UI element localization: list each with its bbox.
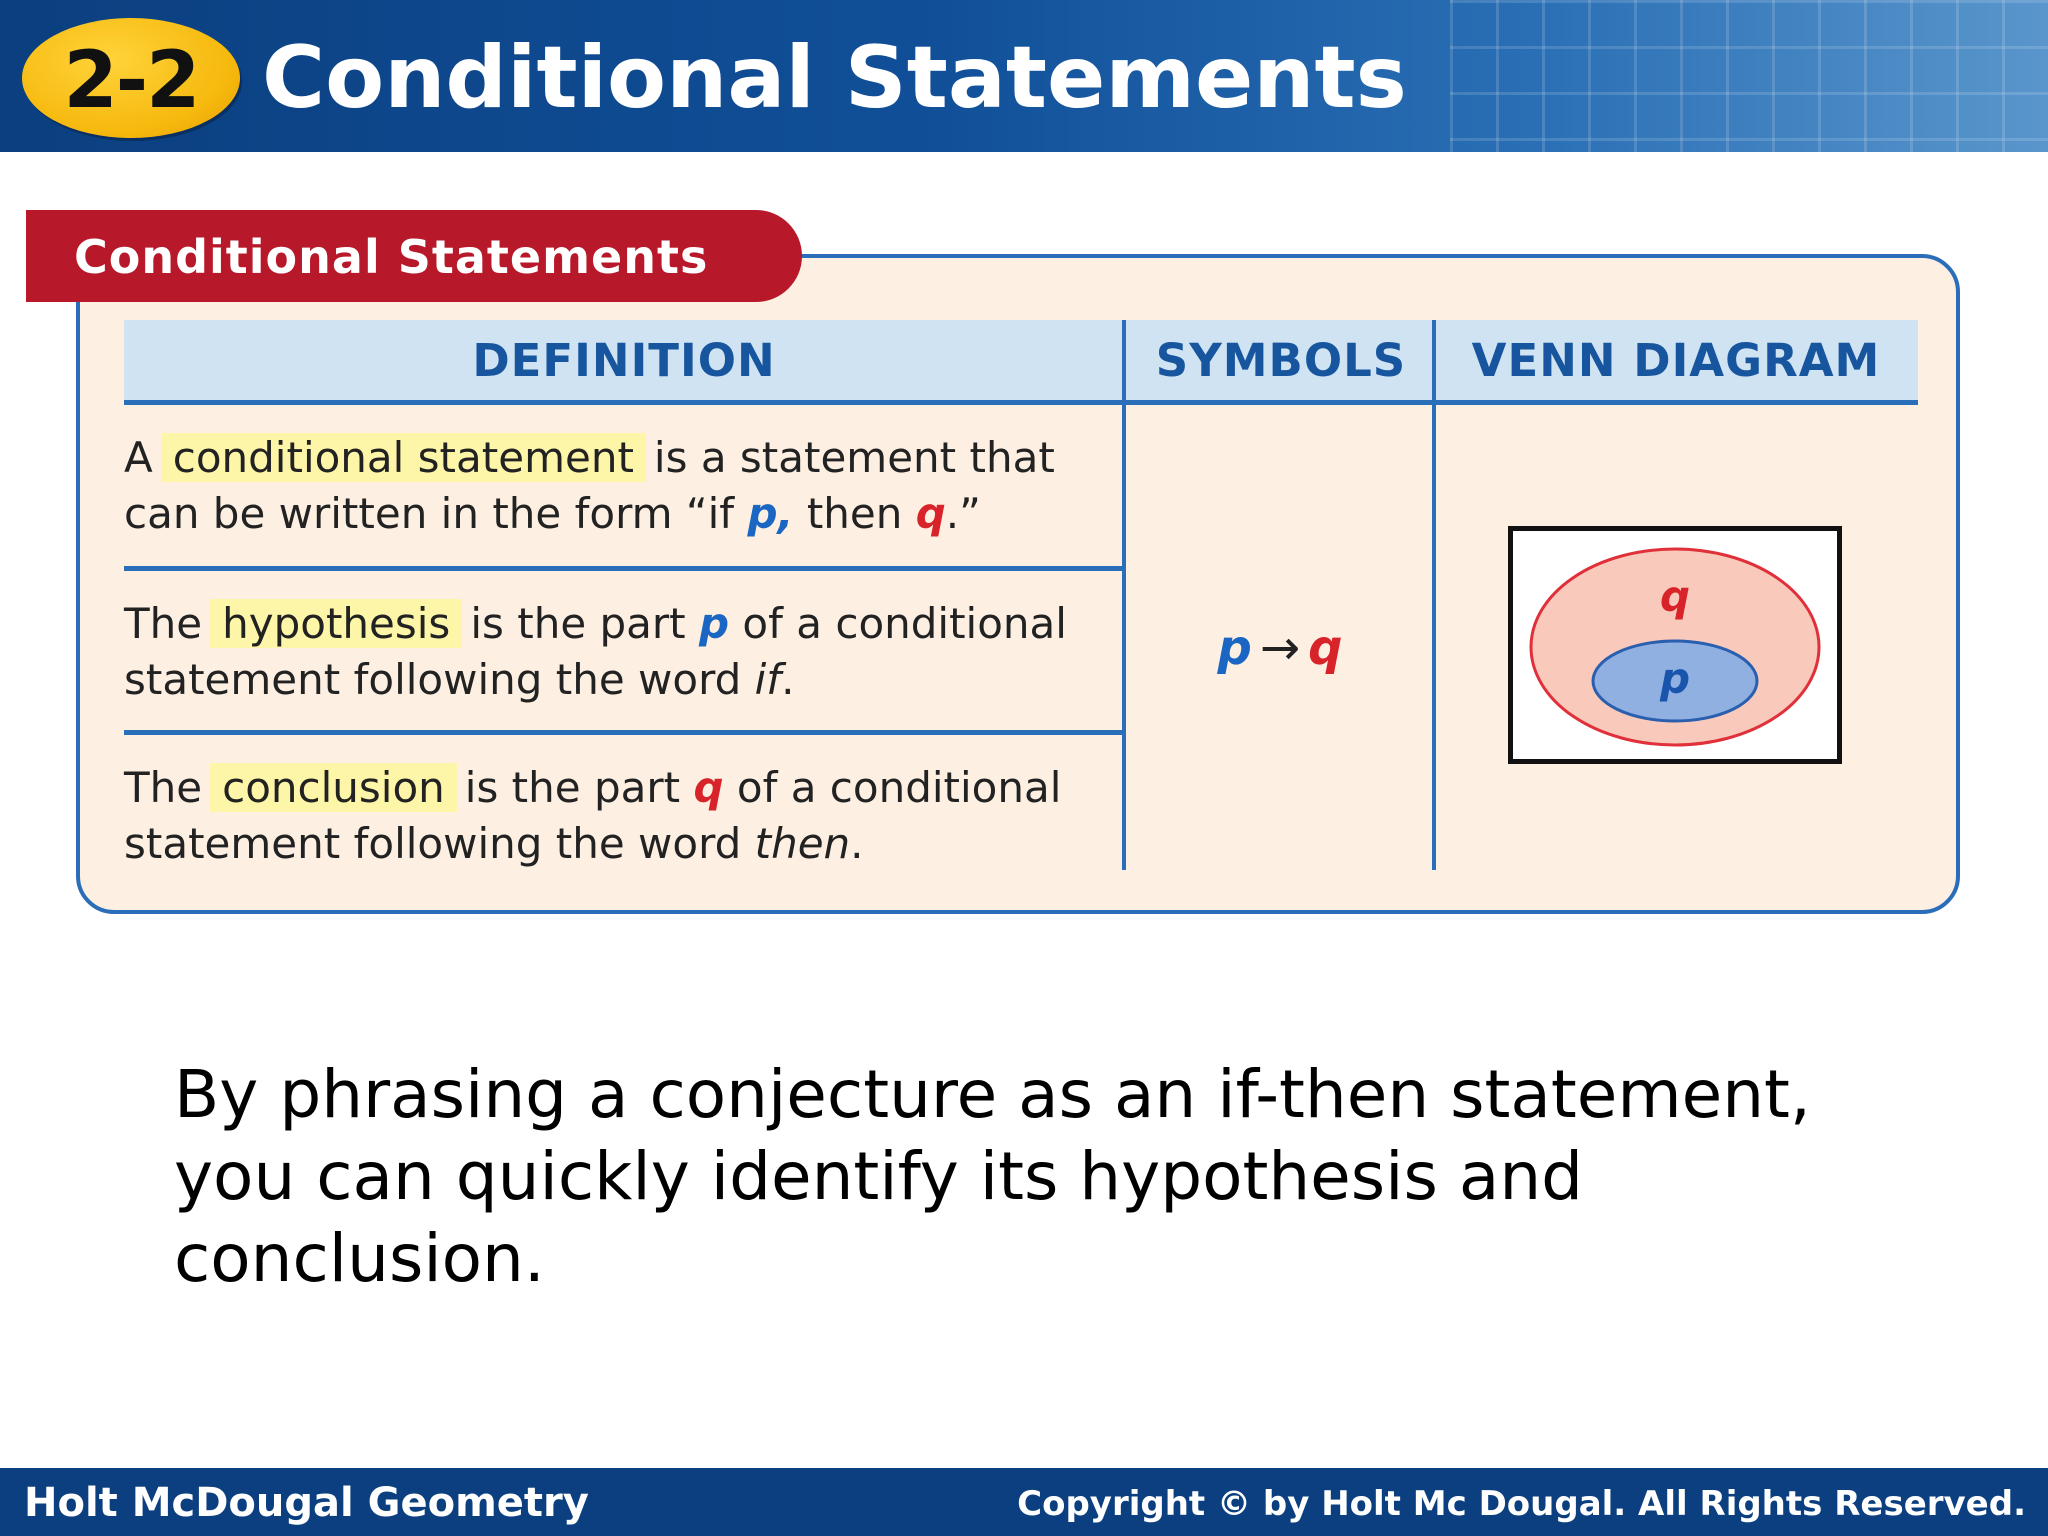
text: statement following the word [124, 819, 755, 868]
venn-diagram-graphic [1513, 531, 1837, 759]
lesson-number: 2-2 [63, 36, 199, 126]
column-divider [1432, 320, 1436, 870]
venn-label-p: p [1659, 654, 1691, 703]
text: The [124, 599, 203, 648]
card-tab [26, 210, 802, 302]
definition-row-hypothesis [124, 596, 1124, 708]
variable-q: q [915, 489, 946, 538]
definition-row-conditional [124, 430, 1124, 542]
definition-row-conclusion [124, 760, 1124, 872]
column-header-venn: VENN DIAGRAM [1471, 334, 1881, 387]
term-highlight: hypothesis [210, 599, 462, 648]
header-grid-pattern [1450, 0, 2048, 152]
text: of a conditional [729, 599, 1067, 648]
lesson-badge [22, 18, 240, 138]
emphasis-word: then [754, 819, 851, 868]
body-line: you can quickly identify its hypothesis and [174, 1138, 1584, 1215]
page-title: Conditional Statements [262, 28, 1407, 128]
term-highlight: conditional statement [161, 433, 646, 482]
text: is the part [464, 763, 694, 812]
text: of a conditional [723, 763, 1062, 812]
copyright-notice: Copyright © by Holt Mc Dougal. All Rights Reserved. [1017, 1484, 2026, 1524]
text: then [793, 489, 916, 538]
arrow-icon: → [1259, 620, 1301, 676]
text: A [124, 433, 153, 482]
slide-footer [0, 1468, 2048, 1536]
text: is a statement that [653, 433, 1055, 482]
body-line: conclusion. [174, 1220, 545, 1297]
text: . [850, 819, 864, 868]
symbol-q: q [1308, 620, 1343, 676]
venn-diagram [1508, 526, 1842, 764]
column-header-symbols: SYMBOLS [1155, 334, 1407, 387]
symbol-p: p [1217, 620, 1252, 676]
card-tab-label: Conditional Statements [74, 230, 709, 284]
term-highlight: conclusion [210, 763, 457, 812]
venn-label-q: q [1659, 572, 1691, 621]
text: is the part [470, 599, 699, 648]
text: .” [945, 489, 981, 538]
column-header-definition: DEFINITION [472, 334, 776, 387]
header-divider [124, 400, 1918, 405]
slide-body-text [174, 1054, 1954, 1300]
variable-p: p [699, 599, 730, 648]
text: can be written in the form “if [124, 489, 748, 538]
variable-q: q [693, 763, 724, 812]
definition-table [124, 320, 1918, 870]
text: The [124, 763, 203, 812]
publisher-course: Holt McDougal Geometry [24, 1480, 589, 1526]
text: statement following the word [124, 655, 755, 704]
emphasis-word: if [754, 655, 782, 704]
body-line: By phrasing a conjecture as an if-then statement, [174, 1056, 1811, 1133]
row-divider [124, 566, 1124, 571]
row-divider [124, 730, 1124, 735]
variable-p: p, [747, 489, 794, 538]
text: . [781, 655, 795, 704]
conditional-symbol [1124, 620, 1436, 676]
